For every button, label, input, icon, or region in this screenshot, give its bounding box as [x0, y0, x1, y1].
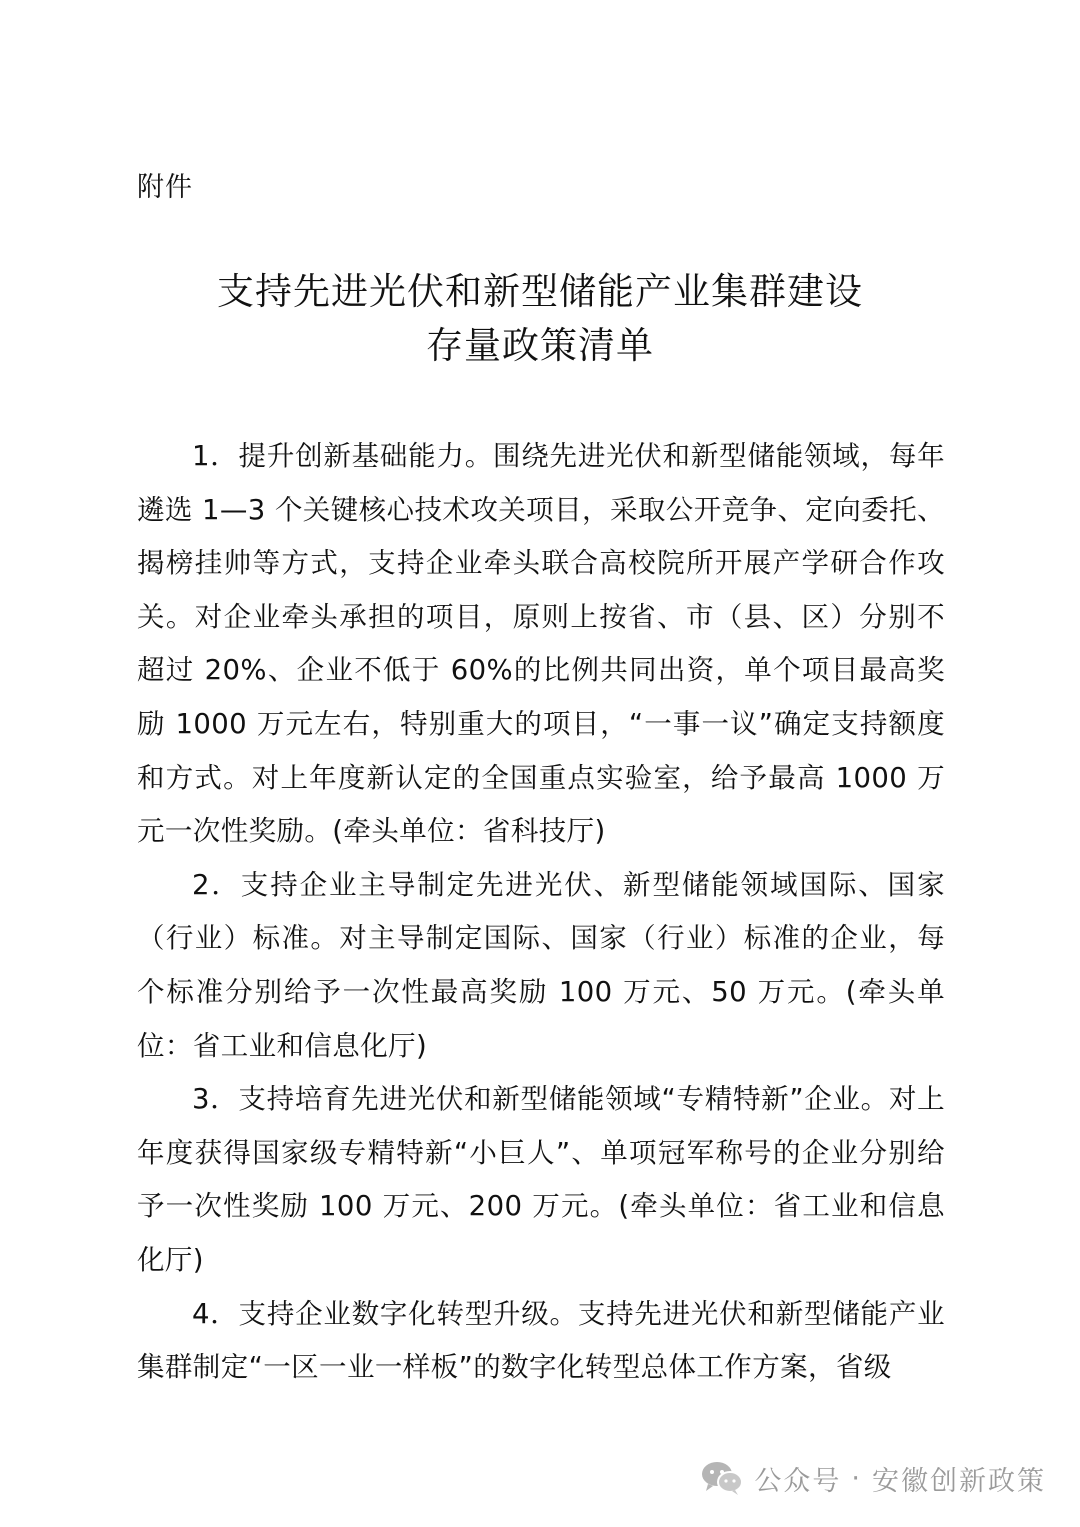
policy-item-1: 1．提升创新基础能力。围绕先进光伏和新型储能领域，每年遴选 1—3 个关键核心技术攻关项目，采取公开竞争、定向委托、揭榜挂帅等方式，支持企业牵头联合高校院所开展产学研合作攻关。对企业牵头承担的项目，原则上按省、市（县、区）分别不超过 20%、企业不低于 60%的比例共同出资，单个项目最高奖励 1000 万元左右，特别重大的项目，“一事一议”确定支持额度和方式。对上年度新认定的全国重点实验室，给予最高 1000 万元一次性奖励。(牵头单位：省科技厅) — [137, 440, 945, 848]
policy-item-2: 2．支持企业主导制定先进光伏、新型储能领域国际、国家（行业）标准。对主导制定国际、国家（行业）标准的企业，每个标准分别给予一次性最高奖励 100 万元、50 万元。(牵头单位：省工业和信息化厅) — [137, 868, 945, 1062]
watermark-separator: · — [851, 1462, 862, 1494]
wechat-watermark — [700, 1458, 1046, 1498]
document-title-line-2: 存量政策清单 — [426, 324, 654, 367]
watermark-prefix: 公众号 — [754, 1465, 842, 1497]
policy-item-3: 3．支持培育先进光伏和新型储能领域“专精特新”企业。对上年度获得国家级专精特新“小巨人”、单项冠军称号的企业分别给予一次性奖励 100 万元、200 万元。(牵头单位：省工业和信息化厅) — [137, 1083, 945, 1276]
policy-item-4: 4．支持企业数字化转型升级。支持先进光伏和新型储能产业集群制定“一区一业一样板”的数字化转型总体工作方案，省级 — [137, 1297, 945, 1384]
document-title-line-1: 支持先进光伏和新型储能产业集群建设 — [217, 270, 863, 313]
attachment-label: 附件 — [137, 172, 193, 203]
wechat-icon — [700, 1460, 744, 1496]
document-body — [137, 430, 945, 1395]
watermark-account: 安徽创新政策 — [872, 1465, 1046, 1497]
